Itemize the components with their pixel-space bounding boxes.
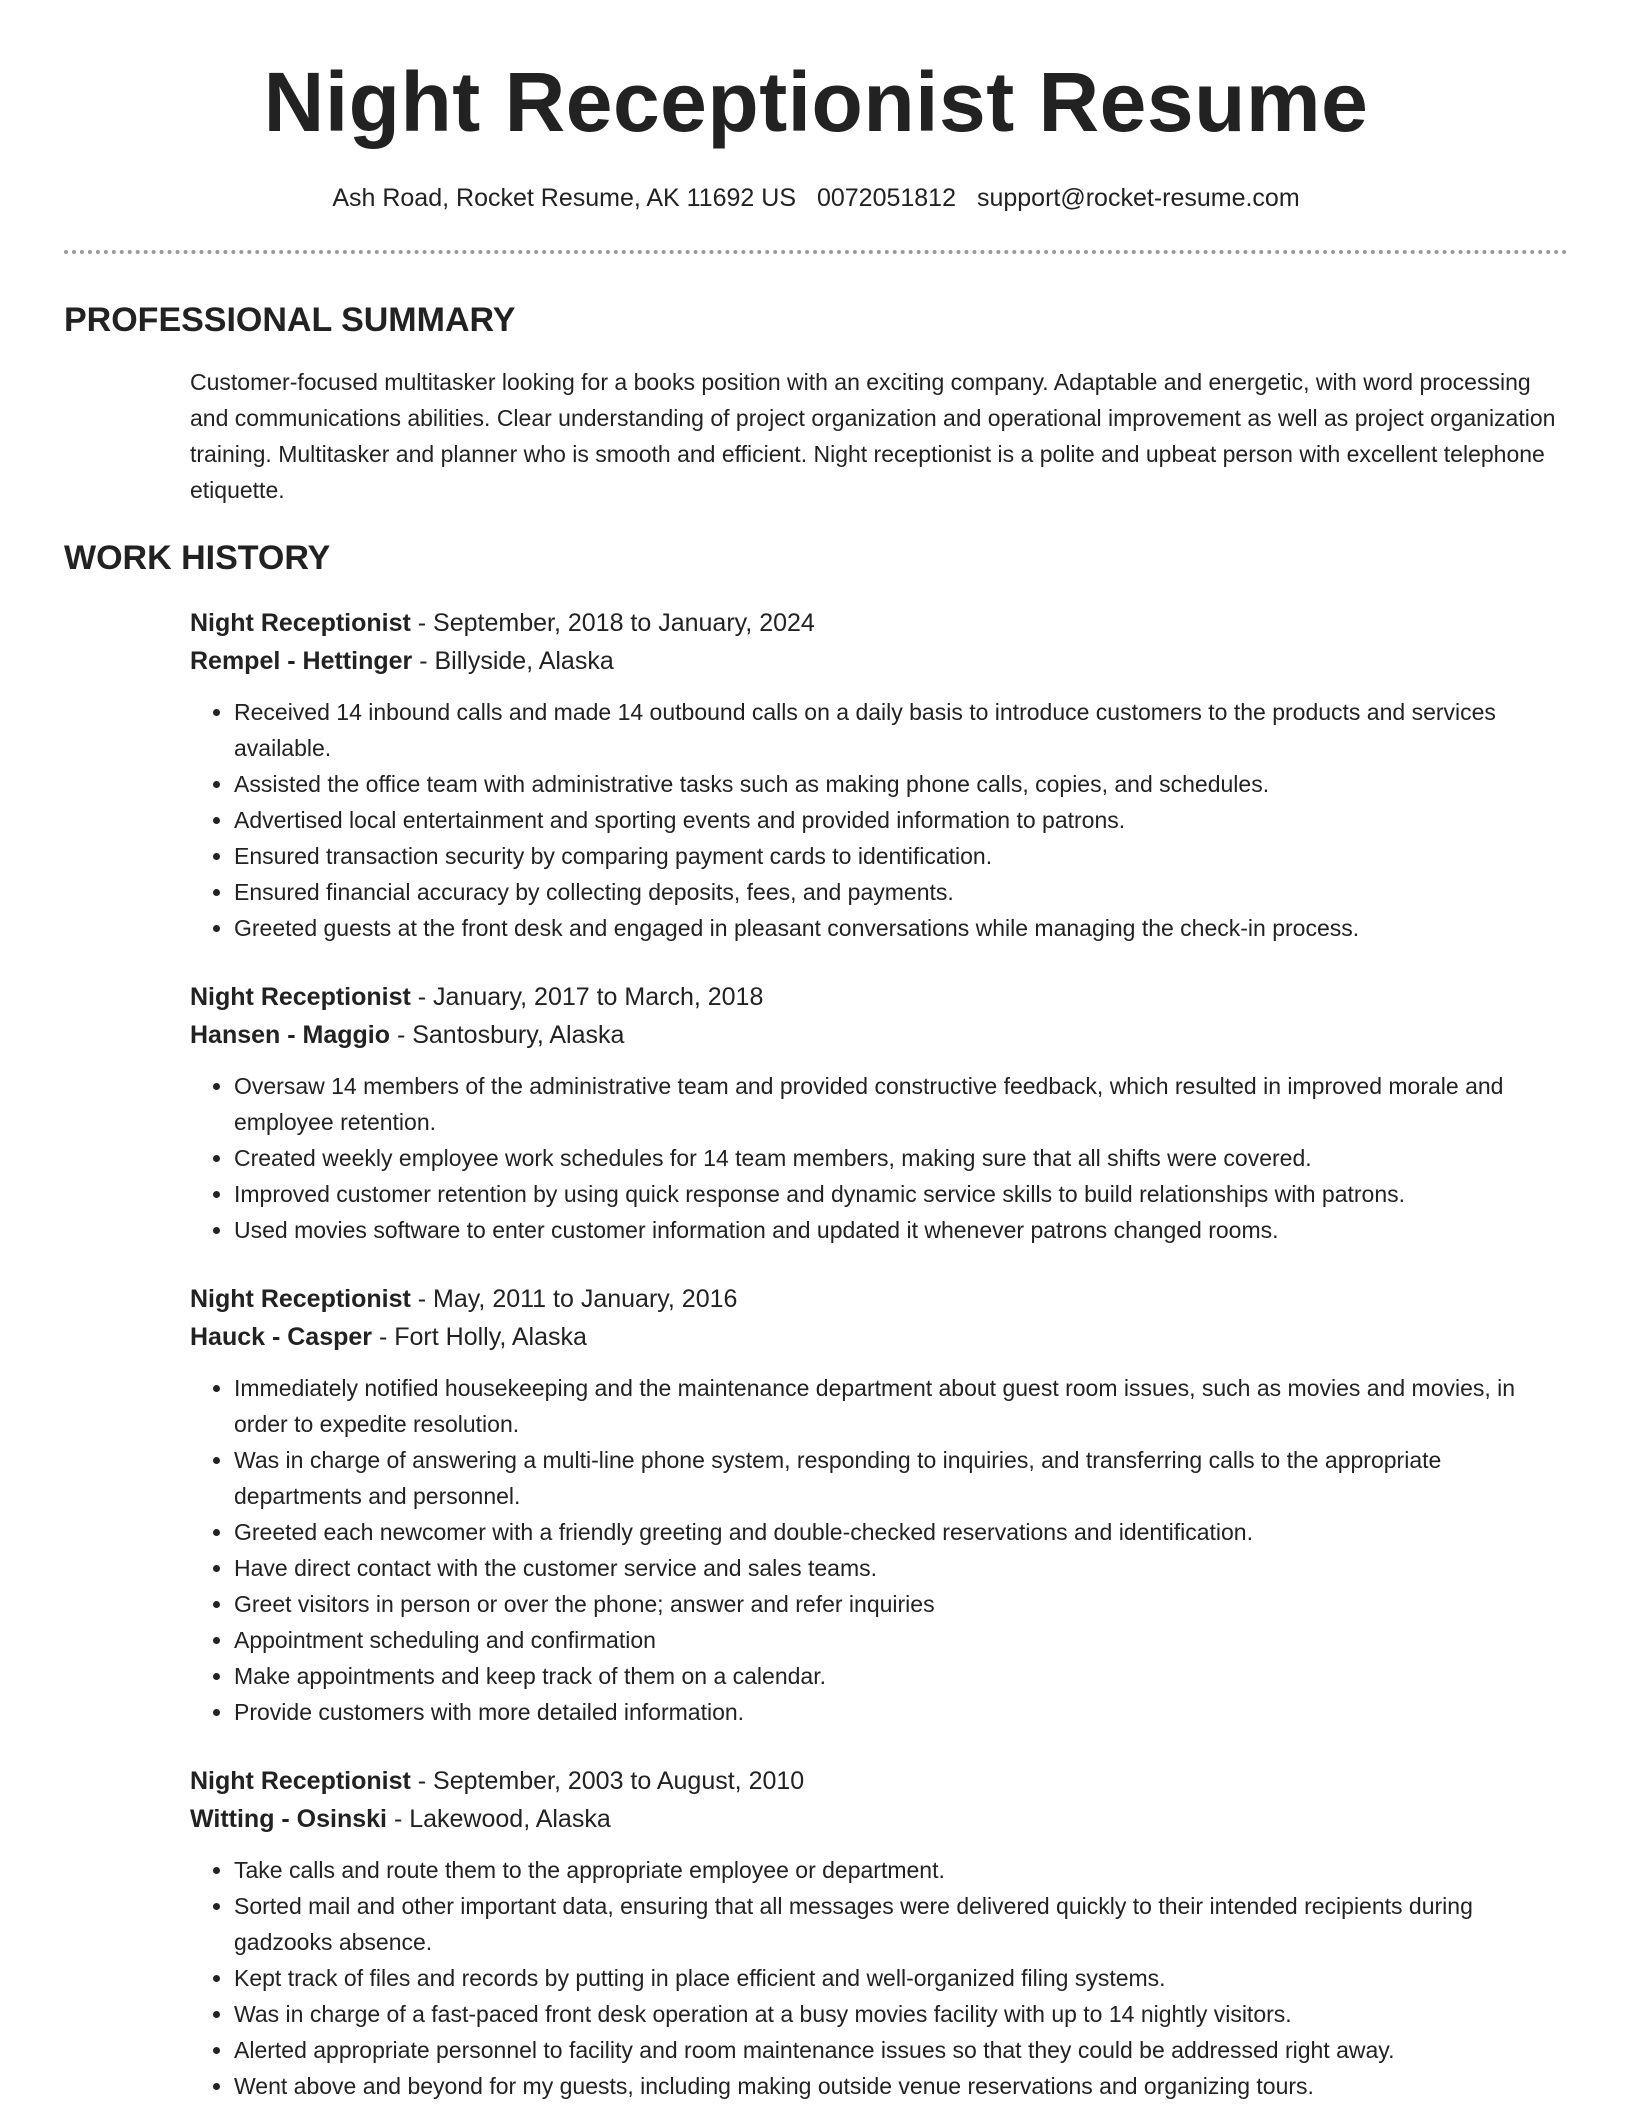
job-company: Hansen - Maggio [190,1021,391,1049]
job-company: Witting - Osinski [190,1805,387,1833]
job-bullet-list [190,1370,1570,1730]
contact-address: Ash Road, Rocket Resume, AK 11692 US [332,184,796,212]
job-company-line [190,1800,1570,1838]
job-bullet: • Was in charge of answering a multi-line phone system, responding to inquiries, and transferring calls to the appropriate departments and personnel. [234,1442,1570,1514]
job-dates: - May, 2011 to January, 2016 [410,1285,738,1313]
job-bullet-list [190,1068,1570,1248]
job-bullet: • Went above and beyond for my guests, including making outside venue reservations and organizing tours. [234,2068,1570,2104]
work-history-heading: WORK HISTORY [64,539,331,577]
job-title: Night Receptionist [190,1767,411,1795]
job-title: Night Receptionist [190,983,411,1011]
job-bullet: • Make appointments and keep track of them on a calendar. [234,1658,1570,1694]
job-bullet: • Assisted the office team with administrative tasks such as making phone calls, copies, and schedules. [234,766,1570,802]
job-location: - Fort Holly, Alaska [372,1323,587,1351]
job-bullet: • Immediately notified housekeeping and the maintenance department about guest room issues, such as movies and movies, in order to expedite resolution. [234,1370,1570,1442]
job-bullet: • Ensured transaction security by comparing payment cards to identification. [234,838,1570,874]
job-location: - Lakewood, Alaska [387,1805,611,1833]
job-bullet: • Have direct contact with the customer service and sales teams. [234,1550,1570,1586]
work-history-list [190,604,1570,2112]
job-dates: - January, 2017 to March, 2018 [410,983,764,1011]
job-company: Rempel - Hettinger [190,647,413,675]
job-location: - Santosbury, Alaska [390,1021,625,1049]
job-entry [190,1762,1570,2104]
job-entry [190,604,1570,946]
job-bullet: • Sorted mail and other important data, ensuring that all messages were delivered quickly to their intended recipients during gadzooks absence. [234,1888,1570,1960]
job-title-line [190,1762,1570,1800]
job-bullet: • Greeted guests at the front desk and engaged in pleasant conversations while managing the check-in process. [234,910,1570,946]
job-bullet: • Created weekly employee work schedules for 14 team members, making sure that all shifts were covered. [234,1140,1570,1176]
job-company-line [190,1318,1570,1356]
job-bullet: • Alerted appropriate personnel to facility and room maintenance issues so that they could be addressed right away. [234,2032,1570,2068]
job-bullet: • Take calls and route them to the appropriate employee or department. [234,1852,1570,1888]
job-company-line [190,642,1570,680]
job-title: Night Receptionist [190,609,411,637]
job-bullet: • Kept track of files and records by putting in place efficient and well-organized filing systems. [234,1960,1570,1996]
professional-summary-heading: PROFESSIONAL SUMMARY [64,301,516,339]
job-bullet: • Ensured financial accuracy by collecting deposits, fees, and payments. [234,874,1570,910]
job-bullet-list [190,694,1570,946]
job-title: Night Receptionist [190,1285,411,1313]
job-dates: - September, 2003 to August, 2010 [410,1767,805,1795]
job-dates: - September, 2018 to January, 2024 [410,609,815,637]
job-title-line [190,978,1570,1016]
job-bullet: • Oversaw 14 members of the administrative team and provided constructive feedback, which resulted in improved morale and employee retention. [234,1068,1570,1140]
job-bullet: • Used movies software to enter customer information and updated it whenever patrons changed rooms. [234,1212,1570,1248]
job-location: - Billyside, Alaska [412,647,614,675]
contact-phone: 0072051812 [816,184,956,212]
job-title-line [190,604,1570,642]
job-title-line [190,1280,1570,1318]
job-bullet: • Appointment scheduling and confirmation [234,1622,1570,1658]
job-company: Hauck - Casper [190,1323,373,1351]
professional-summary-text: Customer-focused multitasker looking for a books position with an exciting company. Adaptable and energetic, with word processing and communications abilities. Clear understanding of project organization and operational improvement as well as project organization training. Multitasker and planner who is smooth and efficient. Night receptionist is a polite and upbeat person with excellent telephone etiquette. [190,369,1556,503]
job-bullet: • Improved customer retention by using quick response and dynamic service skills to build relationships with patrons. [234,1176,1570,1212]
job-bullet: • Greet visitors in person or over the phone; answer and refer inquiries [234,1586,1570,1622]
contact-line [0,180,1632,216]
job-bullet: • Was in charge of a fast-paced front desk operation at a busy movies facility with up to 14 nightly visitors. [234,1996,1570,2032]
job-company-line [190,1016,1570,1054]
job-entry [190,978,1570,1248]
job-entry [190,1280,1570,1730]
contact-email: support@rocket-resume.com [976,184,1300,212]
job-bullet: • Advertised local entertainment and sporting events and provided information to patrons. [234,802,1570,838]
resume-title: Night Receptionist Resume [263,55,1369,149]
job-bullet: • Provide customers with more detailed information. [234,1694,1570,1730]
job-bullet-list [190,1852,1570,2104]
job-bullet: • Received 14 inbound calls and made 14 outbound calls on a daily basis to introduce customers to the products and services available. [234,694,1570,766]
job-bullet: • Greeted each newcomer with a friendly greeting and double-checked reservations and identification. [234,1514,1570,1550]
header-divider [64,250,1568,254]
